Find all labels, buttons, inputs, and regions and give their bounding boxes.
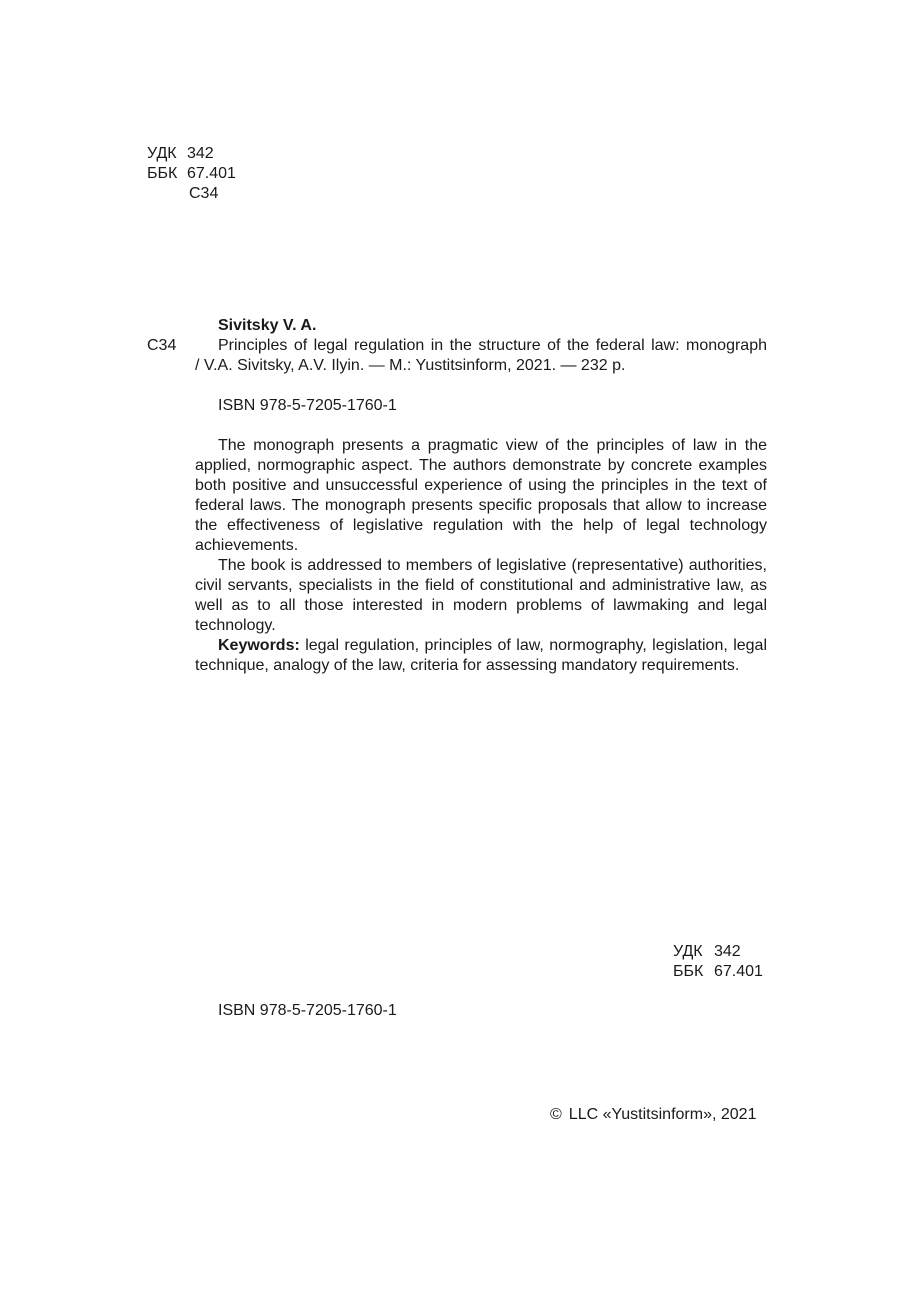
copyright-text: LLC «Yustitsinform», 2021 (568, 1106, 757, 1123)
top-bbk-label: ББК (147, 165, 178, 182)
keywords-paragraph (195, 636, 767, 676)
abstract (195, 436, 767, 676)
title-line-1: Principles of legal regulation in the structure of the federal law: monograph (218, 337, 767, 354)
abstract-paragraph-2: The book is addressed to members of legislative (representative) authorities, civil servants, specialists in the field of constitutional and administrative law, as well as to all those interested in modern problems of lawmaking and legal technology. (195, 557, 767, 634)
title-line-2: / V.A. Sivitsky, A.V. Ilyin. — M.: Yustitsinform, 2021. — 232 p. (195, 357, 626, 374)
bottom-bbk-value: 67.401 (714, 963, 763, 980)
keywords-label: Keywords: (218, 637, 300, 654)
bottom-udk-label: УДК (673, 943, 703, 960)
top-classification-block (147, 144, 236, 204)
top-author-sign: С34 (189, 185, 219, 202)
top-bbk-row (147, 164, 236, 184)
top-udk-row (147, 144, 236, 164)
bottom-classification-block (673, 942, 763, 982)
abstract-paragraph-1: The monograph presents a pragmatic view of the principles of law in the applied, normographic aspect. The authors demonstrate by concrete examples both positive and unsuccessful experience of using the principles in the text of federal laws. The monograph presents specific proposals that allow to increase the effectiveness of legislative regulation with the help of legal technology achievements. (195, 437, 767, 554)
bottom-udk-row (673, 942, 763, 962)
keywords-text: legal regulation, principles of law, normography, legislation, legal technique, analogy of the law, criteria for assessing mandatory requirements. (195, 637, 767, 674)
copyright-line (550, 1105, 756, 1125)
record-author-sign: С34 (147, 337, 177, 354)
author-name: Sivitsky V. A. (218, 317, 317, 334)
bottom-bbk-label: ББК (673, 963, 704, 980)
record-isbn: ISBN 978-5-7205-1760-1 (218, 397, 397, 414)
copyright-icon: © (550, 1106, 562, 1123)
bottom-udk-value: 342 (714, 943, 741, 960)
top-bbk-value: 67.401 (187, 165, 236, 182)
bottom-isbn: ISBN 978-5-7205-1760-1 (218, 1002, 397, 1019)
top-udk-label: УДК (147, 145, 177, 162)
bottom-bbk-row (673, 962, 763, 982)
top-udk-value: 342 (187, 145, 214, 162)
